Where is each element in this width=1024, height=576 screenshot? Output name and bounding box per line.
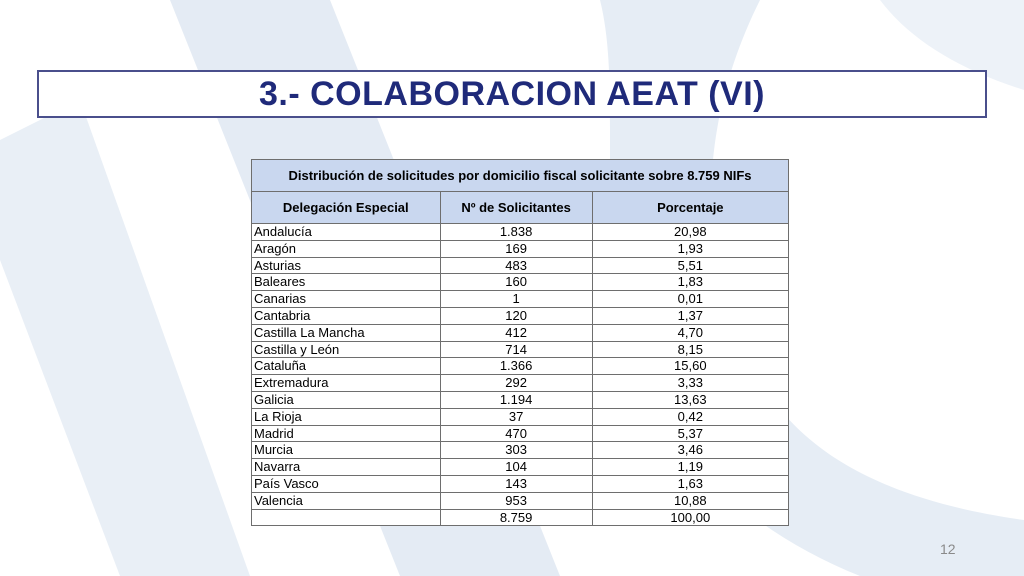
total-porcentaje: 100,00 — [592, 509, 788, 526]
porcentaje-cell: 5,37 — [592, 425, 788, 442]
table-total-row — [252, 509, 789, 526]
porcentaje-cell: 10,88 — [592, 492, 788, 509]
delegacion-cell: Castilla La Mancha — [252, 324, 441, 341]
table-row — [252, 291, 789, 308]
porcentaje-cell: 20,98 — [592, 224, 788, 241]
total-label — [252, 509, 441, 526]
porcentaje-cell: 15,60 — [592, 358, 788, 375]
table-row — [252, 492, 789, 509]
solicitantes-cell: 303 — [440, 442, 592, 459]
table-row — [252, 341, 789, 358]
table-row — [252, 425, 789, 442]
delegacion-cell: Murcia — [252, 442, 441, 459]
porcentaje-cell: 4,70 — [592, 324, 788, 341]
solicitantes-cell: 143 — [440, 475, 592, 492]
delegacion-cell: Cantabria — [252, 307, 441, 324]
porcentaje-cell: 13,63 — [592, 391, 788, 408]
porcentaje-cell: 3,46 — [592, 442, 788, 459]
porcentaje-cell: 1,93 — [592, 240, 788, 257]
table-row — [252, 324, 789, 341]
solicitantes-cell: 1 — [440, 291, 592, 308]
delegacion-cell: Extremadura — [252, 375, 441, 392]
delegacion-cell: Canarias — [252, 291, 441, 308]
solicitantes-cell: 37 — [440, 408, 592, 425]
table-row — [252, 257, 789, 274]
title-box — [37, 70, 987, 118]
slide-title: 3.- COLABORACION AEAT (VI) — [259, 74, 765, 113]
porcentaje-cell: 1,63 — [592, 475, 788, 492]
table-row — [252, 274, 789, 291]
porcentaje-cell: 8,15 — [592, 341, 788, 358]
porcentaje-cell: 1,37 — [592, 307, 788, 324]
delegacion-cell: Castilla y León — [252, 341, 441, 358]
porcentaje-cell: 0,42 — [592, 408, 788, 425]
solicitudes-table — [251, 159, 789, 526]
solicitantes-cell: 1.194 — [440, 391, 592, 408]
table-caption: Distribución de solicitudes por domicilio fiscal solicitante sobre 8.759 NIFs — [252, 160, 789, 192]
delegacion-cell: Aragón — [252, 240, 441, 257]
solicitantes-cell: 1.838 — [440, 224, 592, 241]
solicitantes-cell: 953 — [440, 492, 592, 509]
porcentaje-cell: 1,19 — [592, 459, 788, 476]
table-row — [252, 475, 789, 492]
delegacion-cell: Madrid — [252, 425, 441, 442]
table-caption-row — [252, 160, 789, 192]
delegacion-cell: Cataluña — [252, 358, 441, 375]
solicitantes-cell: 714 — [440, 341, 592, 358]
solicitantes-cell: 483 — [440, 257, 592, 274]
solicitantes-cell: 104 — [440, 459, 592, 476]
delegacion-cell: Navarra — [252, 459, 441, 476]
page-number: 12 — [940, 541, 956, 557]
delegacion-cell: Baleares — [252, 274, 441, 291]
delegacion-cell: Galicia — [252, 391, 441, 408]
delegacion-cell: Andalucía — [252, 224, 441, 241]
table-row — [252, 375, 789, 392]
delegacion-cell: Asturias — [252, 257, 441, 274]
table-row — [252, 307, 789, 324]
header-solicitantes: Nº de Solicitantes — [440, 192, 592, 224]
header-delegacion: Delegación Especial — [252, 192, 441, 224]
porcentaje-cell: 0,01 — [592, 291, 788, 308]
table-row — [252, 442, 789, 459]
porcentaje-cell: 1,83 — [592, 274, 788, 291]
solicitantes-cell: 292 — [440, 375, 592, 392]
table-row — [252, 459, 789, 476]
solicitantes-cell: 120 — [440, 307, 592, 324]
solicitantes-cell: 169 — [440, 240, 592, 257]
delegacion-cell: País Vasco — [252, 475, 441, 492]
porcentaje-cell: 3,33 — [592, 375, 788, 392]
table-row — [252, 224, 789, 241]
solicitantes-cell: 412 — [440, 324, 592, 341]
table-row — [252, 240, 789, 257]
table-row — [252, 408, 789, 425]
delegacion-cell: Valencia — [252, 492, 441, 509]
table-header-row — [252, 192, 789, 224]
table-row — [252, 391, 789, 408]
solicitantes-cell: 470 — [440, 425, 592, 442]
solicitantes-cell: 1.366 — [440, 358, 592, 375]
table-row — [252, 358, 789, 375]
solicitantes-cell: 160 — [440, 274, 592, 291]
porcentaje-cell: 5,51 — [592, 257, 788, 274]
header-porcentaje: Porcentaje — [592, 192, 788, 224]
delegacion-cell: La Rioja — [252, 408, 441, 425]
table-body — [252, 224, 789, 510]
total-solicitantes: 8.759 — [440, 509, 592, 526]
